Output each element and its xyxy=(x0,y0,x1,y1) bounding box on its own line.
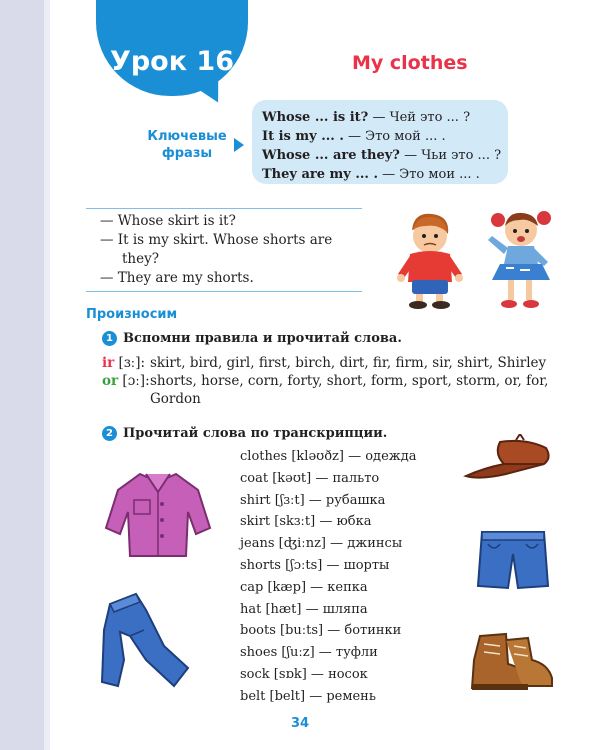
rule-letters: ir xyxy=(102,355,115,371)
rule-key xyxy=(102,354,145,372)
triangle-arrow-icon xyxy=(234,138,244,152)
vocab-item: belt [belt] — ремень xyxy=(240,688,376,704)
key-phrases-label-line: Ключевые xyxy=(147,129,227,144)
vocabulary-list xyxy=(240,446,450,708)
vocab-item: clothes [kləʊðz] — одежда xyxy=(240,449,417,464)
topic-title: My clothes xyxy=(352,52,468,74)
vocab-item: shirt [ʃɜːt] — рубашка xyxy=(240,492,386,508)
rule-words: shorts, horse, corn, forty, short, form, sport, storm, or, for, Gordon xyxy=(150,373,549,407)
key-phrases-box xyxy=(252,100,508,184)
girl-illustration xyxy=(484,206,560,314)
key-phrase-ru: — Это мои ... . xyxy=(382,167,480,182)
vocab-item: sock [sɒk] — носок xyxy=(240,666,368,682)
vocab-item: boots [buːts] — ботинки xyxy=(240,623,402,639)
key-phrase-ru: — Это мой ... . xyxy=(348,129,446,144)
vocab-item: shoes [ʃuːz] — туфли xyxy=(240,645,378,661)
dialog-line: — It is my skirt. Whose shorts are they? xyxy=(100,232,333,267)
rule-letters: or xyxy=(102,373,119,389)
reading-rules xyxy=(102,354,582,408)
key-phrase-en: It is my ... . xyxy=(262,129,344,144)
key-phrase-en: They are my ... . xyxy=(262,167,379,182)
divider xyxy=(86,291,362,292)
key-phrase xyxy=(262,127,508,146)
task-1-title xyxy=(102,331,402,346)
key-phrase-en: Whose ... are they? xyxy=(262,148,400,163)
rule-row xyxy=(102,372,582,408)
key-phrase xyxy=(262,108,508,127)
vocab-item: shorts [ʃɔːts] — шорты xyxy=(240,557,390,573)
shirt-illustration xyxy=(102,468,214,560)
vocab-item: coat [kəʊt] — пальто xyxy=(240,470,380,486)
task-2-title xyxy=(102,426,387,441)
divider xyxy=(86,208,362,209)
key-phrase xyxy=(262,165,508,184)
shorts-illustration xyxy=(476,528,550,590)
dialog xyxy=(100,212,370,288)
dialog-line: — Whose skirt is it? xyxy=(100,213,236,229)
key-phrase-en: Whose ... is it? xyxy=(262,110,369,125)
vocab-item: hat [hæt] — шляпа xyxy=(240,601,368,617)
key-phrase xyxy=(262,146,508,165)
rule-key xyxy=(102,372,150,390)
vocab-item: jeans [ʤiːnz] — джинсы xyxy=(240,536,403,552)
key-phrases-label xyxy=(140,128,234,162)
key-phrase-ru: — Чей это ... ? xyxy=(372,110,471,125)
lesson-title: Урок 16 xyxy=(110,46,234,77)
task-title-text: Вспомни правила и прочитай слова. xyxy=(123,331,402,346)
key-phrases-label-line: фразы xyxy=(161,146,213,161)
rule-sound: [ɜː]: xyxy=(118,355,146,371)
boy-illustration xyxy=(394,208,466,310)
task-number: 1 xyxy=(102,331,117,346)
vocab-item: cap [kæp] — кепка xyxy=(240,579,368,595)
task-number: 2 xyxy=(102,426,117,441)
cap-illustration xyxy=(460,434,554,482)
dialog-line: — They are my shorts. xyxy=(100,270,254,286)
vocab-item: skirt [skɜːt] — юбка xyxy=(240,514,372,530)
page-margin-strip xyxy=(0,0,44,750)
jeans-illustration xyxy=(100,590,200,690)
task-title-text: Прочитай слова по транскрипции. xyxy=(123,426,388,441)
rule-sound: [ɔː]: xyxy=(122,373,150,389)
boots-illustration xyxy=(466,630,556,694)
page-number: 34 xyxy=(290,716,310,731)
rule-words: skirt, bird, girl, first, birch, dirt, fir, firm, sir, shirt, Shirley xyxy=(150,355,547,371)
page-margin-edge xyxy=(44,0,50,750)
key-phrase-ru: — Чьи это ... ? xyxy=(404,148,502,163)
rule-row xyxy=(102,354,582,372)
section-heading: Произносим xyxy=(86,307,178,322)
